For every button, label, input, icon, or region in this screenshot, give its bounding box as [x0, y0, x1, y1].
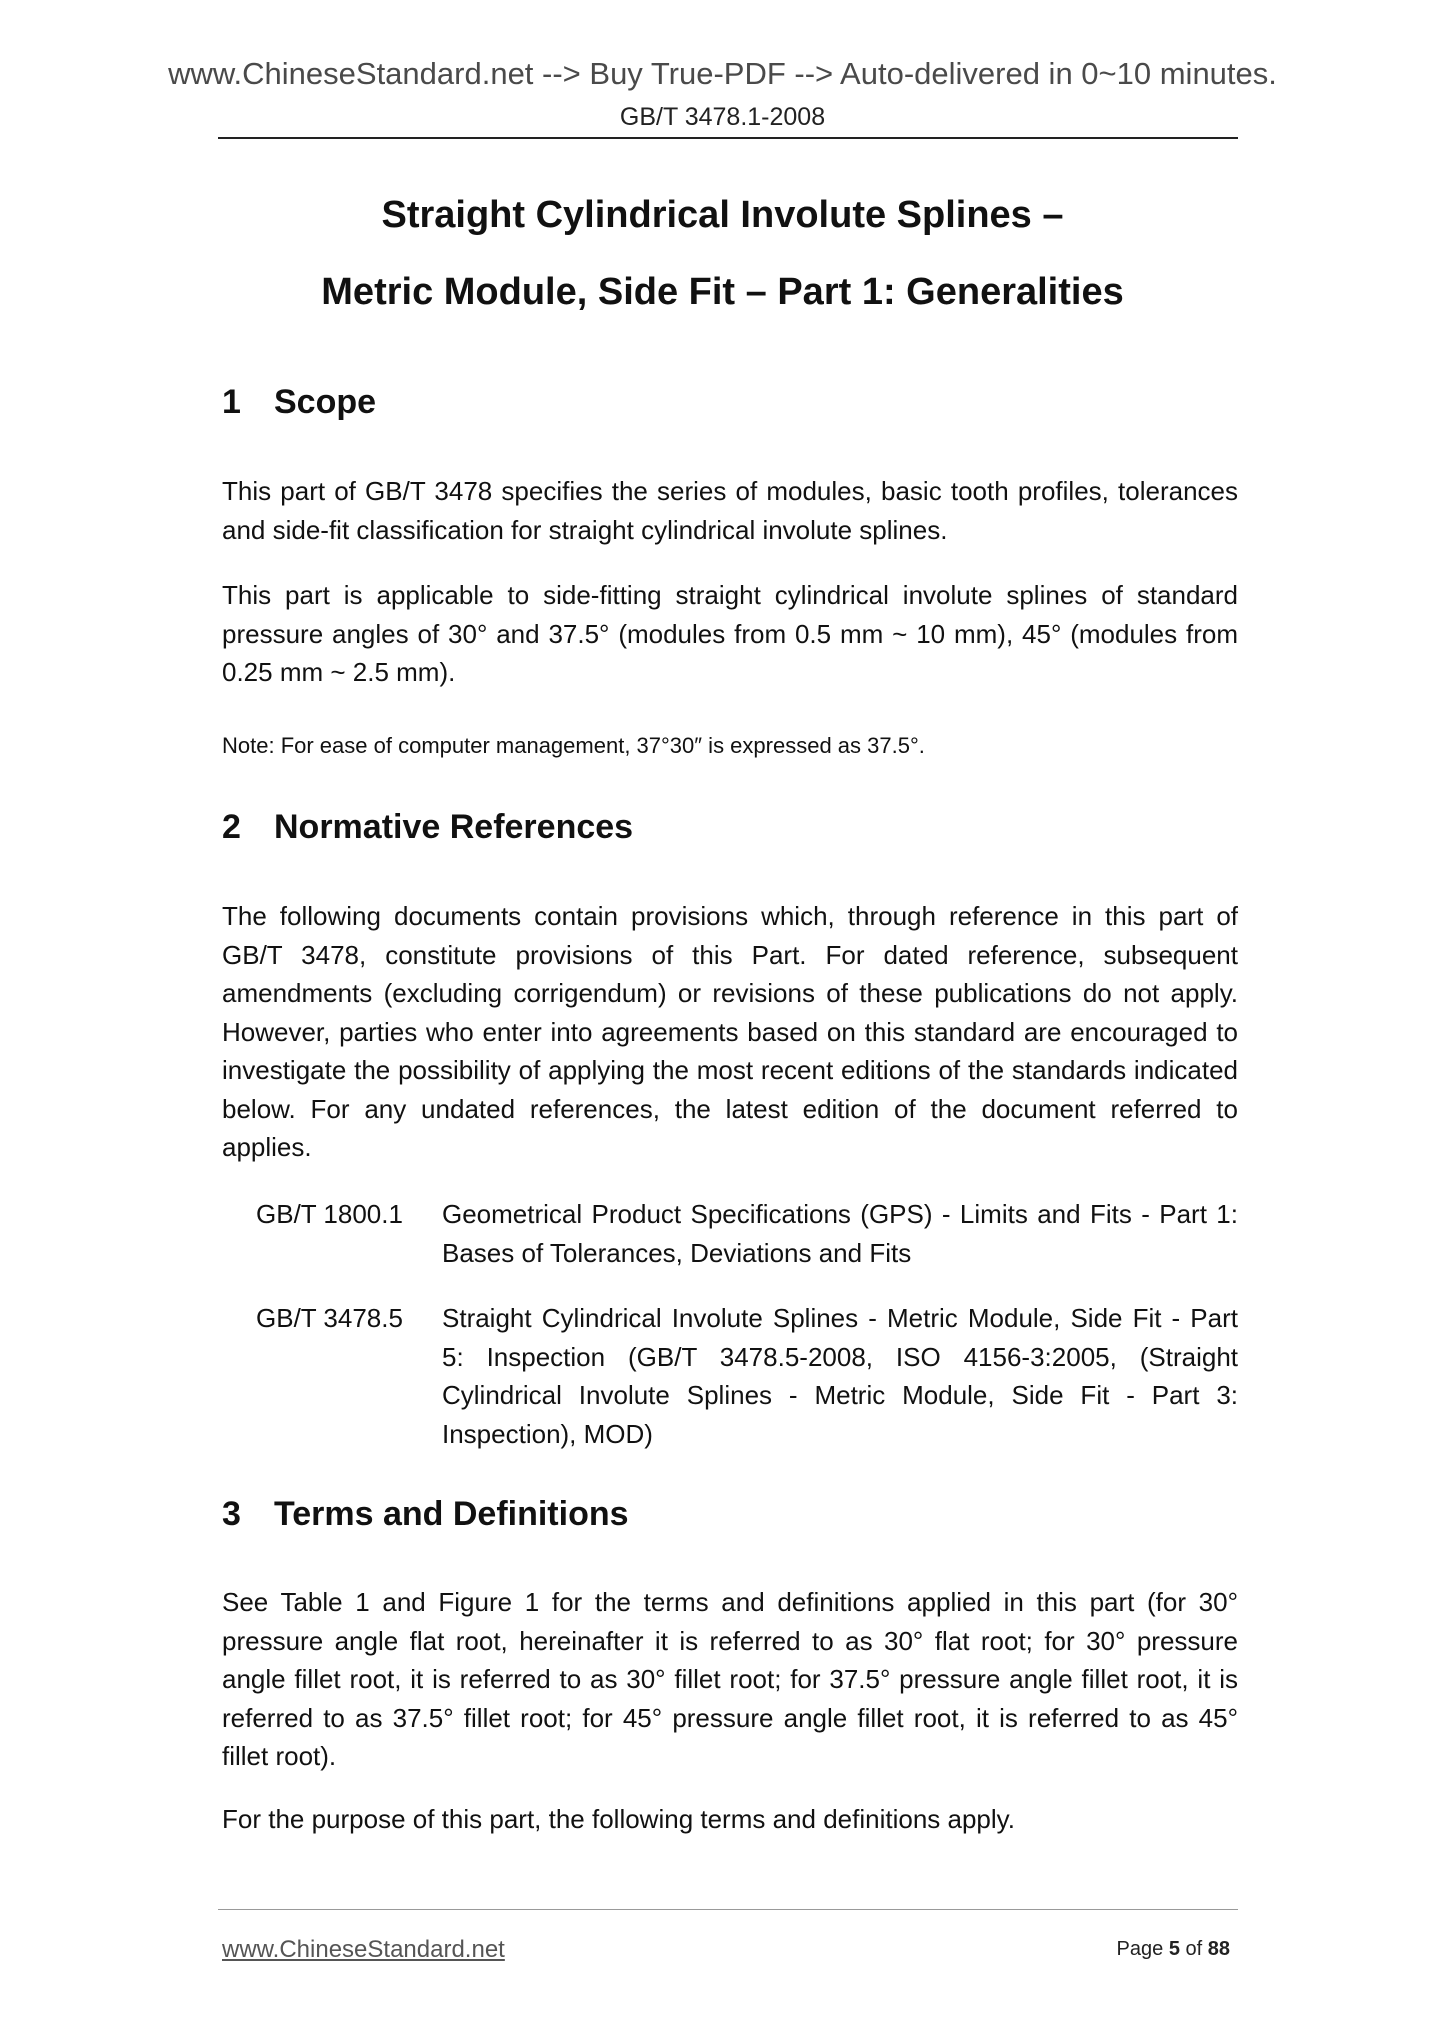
page-of: of	[1185, 1938, 1203, 1960]
standard-code: GB/T 3478.1-2008	[619, 103, 826, 131]
footer-link[interactable]: www.ChineseStandard.net	[222, 1936, 505, 1963]
reference-description: Geometrical Product Specifications (GPS) - Limits and Fits - Part 1: Bases of Tolerances, Deviations and Fits	[442, 1199, 1238, 1268]
section-heading-normative-references	[222, 810, 633, 844]
document-title-line1: Straight Cylindrical Involute Splines –	[381, 194, 1064, 236]
section-title: Terms and Definitions	[274, 1495, 629, 1533]
section-heading-scope	[222, 385, 376, 419]
header-banner[interactable]: www.ChineseStandard.net --> Buy True-PDF --> Auto-delivered in 0~10 minutes.	[168, 56, 1277, 91]
scope-note: Note: For ease of computer management, 37°30″ is expressed as 37.5°.	[222, 733, 925, 758]
section-title: Scope	[274, 383, 377, 421]
page-prefix: Page	[1116, 1938, 1164, 1960]
section-number: 1	[222, 383, 241, 421]
normative-paragraph: The following documents contain provisions which, through reference in this part of GB/T 3478, constitute provisions of this Part. For dated reference, subsequent amendments (excluding corrigendum) or revisions of these publications do not apply. However, parties who enter into agreements based on this standard are encouraged to investigate the possibility of applying the most recent editions of the standards indicated below. For any undated references, the latest edition of the document referred to applies.	[222, 901, 1238, 1162]
scope-paragraph-1: This part of GB/T 3478 specifies the series of modules, basic tooth profiles, tolerances and side-fit classification for straight cylindrical involute splines.	[222, 476, 1238, 545]
terms-paragraph-2: For the purpose of this part, the following terms and definitions apply.	[222, 1804, 1015, 1834]
terms-paragraph-1: See Table 1 and Figure 1 for the terms and definitions applied in this part (for 30° pressure angle flat root, hereinafter it is referred to as 30° flat root; for 30° pressure angle fillet root, it is referred to as 30° fillet root; for 37.5° pressure angle fillet root, it is referred to as 37.5° fillet root; for 45° pressure angle fillet root, it is referred to as 45° fillet root).	[222, 1587, 1238, 1771]
document-title-line2: Metric Module, Side Fit – Part 1: Generalities	[321, 271, 1124, 313]
page-number	[1117, 1938, 1230, 1961]
section-title: Normative References	[274, 808, 634, 846]
page-total: 88	[1207, 1938, 1230, 1960]
page-current: 5	[1168, 1938, 1180, 1960]
reference-description: Straight Cylindrical Involute Splines - Metric Module, Side Fit - Part 5: Inspection (GB/T 3478.5-2008, ISO 4156-3:2005, (Straight Cylindrical Involute Splines - Metric Module, Side Fit - Part 3: Inspection), MOD)	[442, 1303, 1238, 1449]
section-heading-terms-definitions	[222, 1497, 629, 1531]
scope-paragraph-2: This part is applicable to side-fitting straight cylindrical involute splines of standard pressure angles of 30° and 37.5° (modules from 0.5 mm ~ 10 mm), 45° (modules from 0.25 mm ~ 2.5 mm).	[222, 580, 1238, 687]
footer-divider	[218, 1909, 1238, 1910]
reference-code: GB/T 1800.1	[256, 1199, 403, 1229]
section-number: 2	[222, 808, 241, 846]
reference-code: GB/T 3478.5	[256, 1303, 403, 1333]
section-number: 3	[222, 1495, 241, 1533]
header-divider	[218, 137, 1238, 139]
